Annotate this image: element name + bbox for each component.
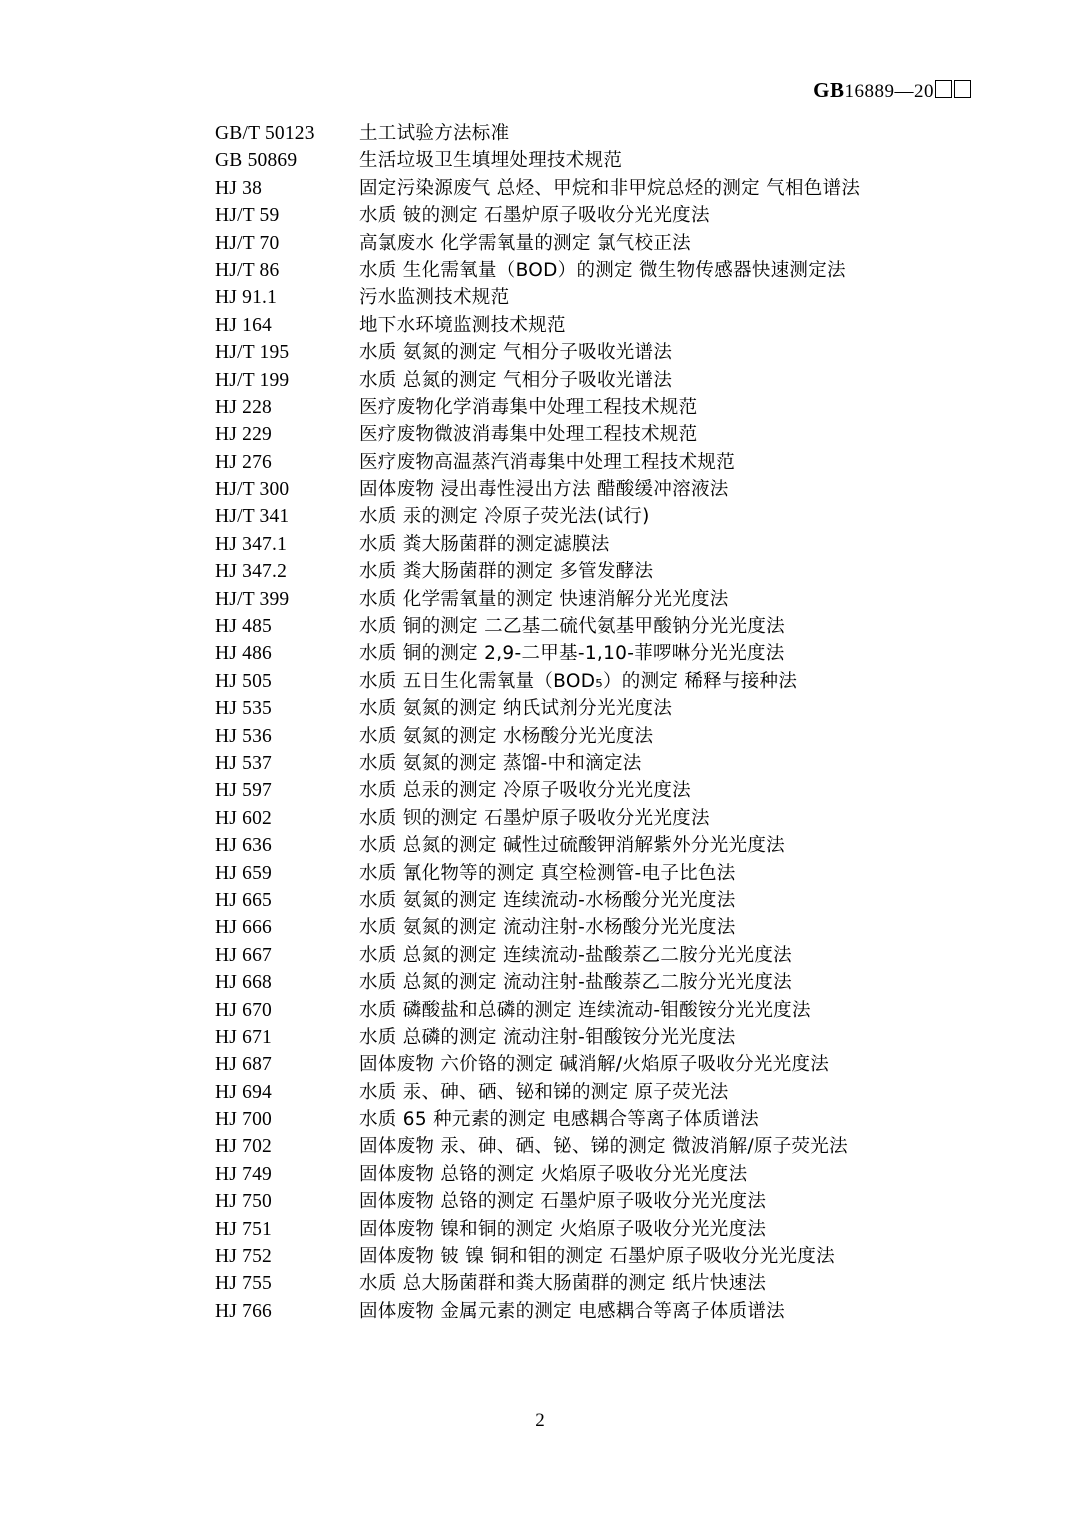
reference-code: HJ 702 — [215, 1136, 272, 1158]
reference-code: HJ/T 86 — [215, 259, 280, 281]
reference-row — [215, 997, 995, 1024]
reference-code: HJ/T 199 — [215, 369, 290, 391]
reference-row — [215, 1106, 995, 1133]
reference-title: 水质 粪大肠菌群的测定 多管发酵法 — [359, 561, 654, 583]
reference-row — [215, 1298, 995, 1325]
standard-prefix: GB — [813, 78, 845, 102]
reference-row — [215, 832, 995, 859]
reference-row — [215, 695, 995, 722]
reference-row — [215, 1216, 995, 1243]
reference-code: HJ 687 — [215, 1054, 272, 1076]
reference-title: 医疗废物高温蒸汽消毒集中处理工程技术规范 — [359, 451, 736, 473]
reference-title: 水质 铜的测定 二乙基二硫代氨基甲酸钠分光光度法 — [359, 616, 785, 638]
reference-title: 水质 磷酸盐和总磷的测定 连续流动-钼酸铵分光光度法 — [359, 999, 811, 1021]
reference-row — [215, 230, 995, 257]
reference-row — [215, 120, 995, 147]
reference-title: 生活垃圾卫生填埋处理技术规范 — [359, 150, 623, 172]
reference-title: 水质 氨氮的测定 水杨酸分光光度法 — [359, 725, 654, 747]
reference-row — [215, 723, 995, 750]
reference-title: 水质 氨氮的测定 纳氏试剂分光光度法 — [359, 698, 673, 720]
reference-title: 水质 氨氮的测定 蒸馏-中和滴定法 — [359, 752, 642, 774]
reference-title: 固体废物 金属元素的测定 电感耦合等离子体质谱法 — [359, 1300, 785, 1322]
reference-row — [215, 202, 995, 229]
standard-number: 16889—20 — [844, 81, 934, 102]
reference-row — [215, 1079, 995, 1106]
normative-references-list — [215, 120, 995, 1325]
reference-title: 固体废物 浸出毒性浸出方法 醋酸缓冲溶液法 — [359, 479, 729, 501]
reference-row — [215, 503, 995, 530]
reference-code: HJ/T 300 — [215, 479, 290, 501]
page-header — [813, 78, 972, 103]
reference-title: 水质 氨氮的测定 气相分子吸收光谱法 — [359, 342, 673, 364]
reference-code: GB 50869 — [215, 150, 298, 172]
reference-title: 固体废物 总铬的测定 火焰原子吸收分光光度法 — [359, 1163, 748, 1185]
reference-code: HJ 659 — [215, 862, 272, 884]
reference-row — [215, 860, 995, 887]
reference-code: HJ 486 — [215, 643, 272, 665]
reference-row — [215, 531, 995, 558]
page-number: 2 — [535, 1410, 545, 1431]
reference-row — [215, 147, 995, 174]
reference-title: 水质 总氮的测定 连续流动-盐酸萘乙二胺分光光度法 — [359, 944, 792, 966]
reference-code: HJ 694 — [215, 1081, 272, 1103]
reference-row — [215, 914, 995, 941]
reference-title: 水质 铜的测定 2,9-二甲基-1,10-菲啰啉分光光度法 — [359, 643, 785, 665]
reference-title: 水质 粪大肠菌群的测定滤膜法 — [359, 533, 610, 555]
reference-code: HJ 164 — [215, 314, 272, 336]
reference-code: HJ 535 — [215, 698, 272, 720]
reference-title: 水质 钡的测定 石墨炉原子吸收分光光度法 — [359, 807, 710, 829]
reference-code: HJ 597 — [215, 780, 272, 802]
reference-code: HJ 38 — [215, 177, 263, 199]
reference-row — [215, 887, 995, 914]
reference-row — [215, 558, 995, 585]
reference-code: HJ 537 — [215, 752, 272, 774]
reference-title: 土工试验方法标准 — [359, 123, 510, 144]
reference-row — [215, 750, 995, 777]
reference-title: 水质 汞的测定 冷原子荧光法(试行) — [359, 506, 650, 528]
reference-code: HJ/T 70 — [215, 232, 280, 254]
reference-row — [215, 449, 995, 476]
reference-code: HJ 755 — [215, 1273, 272, 1295]
reference-code: HJ 667 — [215, 944, 272, 966]
reference-row — [215, 175, 995, 202]
reference-code: HJ 666 — [215, 917, 272, 939]
reference-title: 水质 氨氮的测定 连续流动-水杨酸分光光度法 — [359, 889, 736, 911]
reference-row — [215, 284, 995, 311]
blank-box-icon — [954, 80, 971, 98]
reference-title: 水质 总氮的测定 气相分子吸收光谱法 — [359, 369, 673, 391]
reference-row — [215, 1243, 995, 1270]
reference-title: 水质 总汞的测定 冷原子吸收分光光度法 — [359, 780, 691, 802]
reference-row — [215, 777, 995, 804]
reference-code: GB/T 50123 — [215, 123, 315, 144]
reference-code: HJ 536 — [215, 725, 272, 747]
reference-code: HJ 636 — [215, 835, 272, 857]
reference-row — [215, 640, 995, 667]
reference-code: HJ 700 — [215, 1109, 272, 1131]
reference-title: 水质 总大肠菌群和粪大肠菌群的测定 纸片快速法 — [359, 1273, 767, 1295]
reference-code: HJ 751 — [215, 1218, 272, 1240]
reference-row — [215, 1024, 995, 1051]
reference-title: 固体废物 汞、砷、硒、铋、锑的测定 微波消解/原子荧光法 — [359, 1136, 848, 1158]
reference-title: 水质 总氮的测定 碱性过硫酸钾消解紫外分光光度法 — [359, 835, 785, 857]
reference-code: HJ 91.1 — [215, 287, 278, 309]
reference-row — [215, 1270, 995, 1297]
reference-code: HJ 505 — [215, 670, 272, 692]
reference-row — [215, 1133, 995, 1160]
reference-row — [215, 421, 995, 448]
reference-title: 水质 五日生化需氧量（BOD₅）的测定 稀释与接种法 — [359, 670, 798, 692]
reference-title: 水质 氰化物等的测定 真空检测管-电子比色法 — [359, 862, 736, 884]
reference-row — [215, 1051, 995, 1078]
reference-row — [215, 339, 995, 366]
reference-code: HJ 668 — [215, 972, 272, 994]
reference-row — [215, 805, 995, 832]
reference-title: 污水监测技术规范 — [359, 287, 510, 309]
reference-title: 水质 铍的测定 石墨炉原子吸收分光光度法 — [359, 205, 710, 227]
reference-title: 医疗废物微波消毒集中处理工程技术规范 — [359, 424, 698, 446]
reference-title: 地下水环境监测技术规范 — [359, 314, 566, 336]
reference-code: HJ 228 — [215, 396, 272, 418]
reference-row — [215, 394, 995, 421]
reference-row — [215, 613, 995, 640]
reference-title: 水质 化学需氧量的测定 快速消解分光光度法 — [359, 588, 729, 610]
reference-row — [215, 367, 995, 394]
reference-code: HJ 229 — [215, 424, 272, 446]
reference-code: HJ 347.2 — [215, 561, 288, 583]
reference-code: HJ 749 — [215, 1163, 272, 1185]
reference-title: 水质 氨氮的测定 流动注射-水杨酸分光光度法 — [359, 917, 736, 939]
reference-title: 水质 汞、砷、硒、铋和锑的测定 原子荧光法 — [359, 1081, 729, 1103]
reference-row — [215, 668, 995, 695]
reference-title: 固体废物 镍和铜的测定 火焰原子吸收分光光度法 — [359, 1218, 767, 1240]
reference-row — [215, 1188, 995, 1215]
reference-title: 水质 生化需氧量（BOD）的测定 微生物传感器快速测定法 — [359, 259, 846, 281]
reference-code: HJ 766 — [215, 1300, 272, 1322]
reference-row — [215, 312, 995, 339]
reference-title: 固定污染源废气 总烃、甲烷和非甲烷总烃的测定 气相色谱法 — [359, 177, 861, 199]
reference-code: HJ 485 — [215, 616, 272, 638]
reference-code: HJ 670 — [215, 999, 272, 1021]
reference-row — [215, 476, 995, 503]
reference-row — [215, 942, 995, 969]
reference-title: 高氯废水 化学需氧量的测定 氯气校正法 — [359, 232, 691, 254]
reference-row — [215, 969, 995, 996]
reference-row — [215, 257, 995, 284]
reference-row — [215, 586, 995, 613]
reference-code: HJ 276 — [215, 451, 272, 473]
reference-title: 水质 65 种元素的测定 电感耦合等离子体质谱法 — [359, 1109, 759, 1131]
reference-code: HJ 665 — [215, 889, 272, 911]
reference-code: HJ/T 195 — [215, 342, 290, 364]
reference-row — [215, 1161, 995, 1188]
reference-code: HJ 671 — [215, 1026, 272, 1048]
reference-title: 水质 总磷的测定 流动注射-钼酸铵分光光度法 — [359, 1026, 736, 1048]
reference-code: HJ 752 — [215, 1246, 272, 1268]
reference-code: HJ 750 — [215, 1191, 272, 1213]
reference-code: HJ 347.1 — [215, 533, 288, 555]
reference-title: 固体废物 六价铬的测定 碱消解/火焰原子吸收分光光度法 — [359, 1054, 830, 1076]
reference-title: 水质 总氮的测定 流动注射-盐酸萘乙二胺分光光度法 — [359, 972, 792, 994]
reference-title: 固体废物 总铬的测定 石墨炉原子吸收分光光度法 — [359, 1191, 767, 1213]
reference-code: HJ/T 399 — [215, 588, 290, 610]
reference-code: HJ 602 — [215, 807, 272, 829]
reference-code: HJ/T 341 — [215, 506, 290, 528]
reference-title: 固体废物 铍 镍 铜和钼的测定 石墨炉原子吸收分光光度法 — [359, 1246, 835, 1268]
reference-title: 医疗废物化学消毒集中处理工程技术规范 — [359, 396, 698, 418]
blank-box-icon — [935, 80, 952, 98]
reference-code: HJ/T 59 — [215, 205, 280, 227]
